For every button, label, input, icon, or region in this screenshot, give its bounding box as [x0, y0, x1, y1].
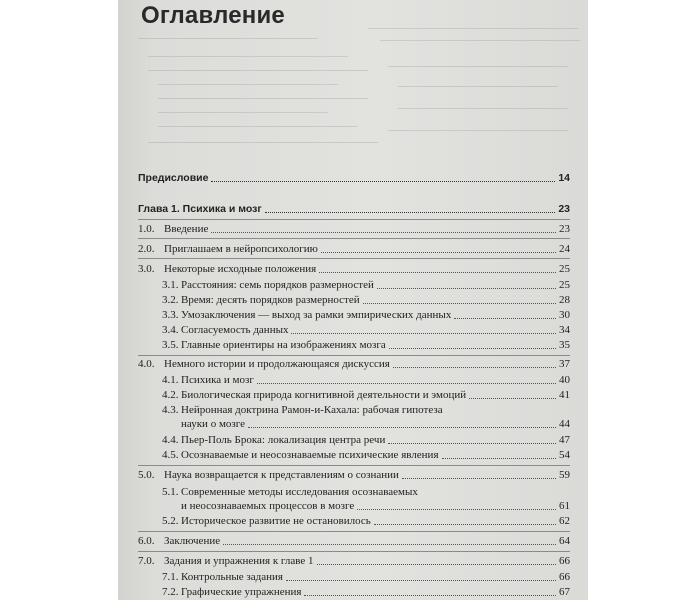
leader-dots: [363, 303, 556, 304]
leader-dots: [211, 181, 555, 182]
toc-entry-page: 28: [559, 294, 570, 306]
toc-entry-continuation: [162, 418, 570, 431]
toc-entry: [162, 374, 570, 387]
leader-dots: [454, 318, 556, 319]
divider: [138, 355, 570, 356]
toc-entry-page: 44: [559, 418, 570, 430]
toc-entry-page: 25: [559, 263, 570, 275]
toc-entry-title: Умозаключения — выход за рамки эмпирических данных: [181, 309, 452, 321]
leader-dots: [211, 232, 556, 233]
toc-entry-title: Расстояния: семь порядков размерностей: [181, 279, 374, 291]
divider: [138, 219, 570, 220]
toc-entry-page: 40: [559, 374, 570, 386]
page-title: Оглавление: [141, 2, 285, 29]
toc-entry-page: 54: [559, 449, 570, 461]
leader-dots: [393, 367, 556, 368]
toc-entry-number: 2.0.: [138, 243, 155, 255]
divider: [138, 465, 570, 466]
toc-entry-title: Контрольные задания: [181, 571, 283, 583]
toc-entry: [162, 324, 570, 337]
toc-entry-page: 67: [559, 586, 570, 598]
leader-dots: [374, 524, 556, 525]
toc-entry: [138, 243, 570, 256]
toc-entry-chapter-1: [138, 203, 570, 216]
leader-dots: [377, 288, 556, 289]
toc-entry: [162, 515, 570, 528]
toc-entry: [162, 449, 570, 462]
toc-entry: [162, 586, 570, 599]
toc-entry-number: 4.3.: [162, 404, 179, 416]
toc-entry: [162, 339, 570, 352]
toc-entry-page: 30: [559, 309, 570, 321]
toc-entry: [138, 263, 570, 276]
bleed-through-text: [118, 26, 588, 166]
toc-entry-number: 3.5.: [162, 339, 179, 351]
divider: [138, 258, 570, 259]
leader-dots: [257, 383, 556, 384]
toc-entry-number: 4.5.: [162, 449, 179, 461]
toc-entry-title: Современные методы исследования осознаваемых: [181, 486, 418, 498]
leader-dots: [402, 478, 556, 479]
divider: [138, 238, 570, 239]
toc-entry-number: 3.0.: [138, 263, 155, 275]
toc-entry-title: Историческое развитие не остановилось: [181, 515, 371, 527]
toc-entry-number: 4.2.: [162, 389, 179, 401]
toc-entry-title: Некоторые исходные положения: [164, 263, 317, 275]
leader-dots: [291, 333, 556, 334]
toc-entry: [162, 404, 570, 417]
toc-entry: [162, 434, 570, 447]
toc-entry-title: Немного истории и продолжающаяся дискуссия: [164, 358, 390, 370]
toc-entry-title: Осознаваемые и неосознаваемые психические явления: [181, 449, 439, 461]
leader-dots: [442, 458, 556, 459]
toc-entry-page: 23: [558, 203, 570, 215]
toc-entry-title: Психика и мозг: [181, 374, 254, 386]
toc-entry-title: Графические упражнения: [181, 586, 302, 598]
leader-dots: [388, 443, 556, 444]
toc-entry-page: 59: [559, 469, 570, 481]
toc-entry: [138, 555, 570, 568]
toc-entry-number: 4.1.: [162, 374, 179, 386]
toc-entry-number: 7.1.: [162, 571, 179, 583]
toc-entry: [162, 389, 570, 402]
toc-entry-title: Наука возвращается к представлениям о сознании: [164, 469, 399, 481]
toc-entry-number: 6.0.: [138, 535, 155, 547]
toc-entry-page: 62: [559, 515, 570, 527]
toc-entry-page: 24: [559, 243, 570, 255]
toc-entry-number: 3.4.: [162, 324, 179, 336]
leader-dots: [265, 212, 556, 213]
toc-entry-page: 23: [559, 223, 570, 235]
toc-entry-number: 3.3.: [162, 309, 179, 321]
toc-entry: [138, 535, 570, 548]
leader-dots: [317, 564, 557, 565]
toc-entry: [162, 571, 570, 584]
divider: [138, 531, 570, 532]
toc-entry-title: и неосознаваемых процессов в мозге: [181, 500, 355, 512]
toc-entry-title: Предисловие: [138, 172, 209, 184]
toc-entry-number: 5.1.: [162, 486, 179, 498]
toc-entry-page: 61: [559, 500, 570, 512]
toc-entry-continuation: [162, 500, 570, 513]
toc-entry-title: Пьер-Поль Брока: локализация центра речи: [181, 434, 386, 446]
toc-entry-page: 14: [558, 172, 570, 184]
toc-entry-title: Заключение: [164, 535, 221, 547]
toc-entry: [162, 309, 570, 322]
toc-entry-title: Нейронная доктрина Рамон-и-Кахала: рабочая гипотеза: [181, 404, 443, 416]
leader-dots: [286, 580, 556, 581]
toc-entry-number: 3.2.: [162, 294, 179, 306]
toc-entry-page: 35: [559, 339, 570, 351]
leader-dots: [223, 544, 556, 545]
leader-dots: [321, 252, 556, 253]
toc-entry-number: 7.0.: [138, 555, 155, 567]
toc-entry: [162, 294, 570, 307]
toc-entry-title: Главные ориентиры на изображениях мозга: [181, 339, 386, 351]
toc-entry-number: 5.0.: [138, 469, 155, 481]
toc-entry-title: Приглашаем в нейропсихологию: [164, 243, 318, 255]
leader-dots: [357, 509, 556, 510]
toc-entry-page: 34: [559, 324, 570, 336]
toc-entry: [162, 279, 570, 292]
toc-entry: [162, 486, 570, 499]
leader-dots: [319, 272, 556, 273]
toc-entry-number: 7.2.: [162, 586, 179, 598]
leader-dots: [248, 427, 556, 428]
toc-entry-title: Согласуемость данных: [181, 324, 289, 336]
leader-dots: [389, 348, 556, 349]
toc-entry-number: 3.1.: [162, 279, 179, 291]
book-page: [118, 0, 588, 600]
toc-entry-title: Введение: [164, 223, 209, 235]
toc-entry-page: 47: [559, 434, 570, 446]
toc-entry-number: 5.2.: [162, 515, 179, 527]
toc-entry-title: Биологическая природа когнитивной деятельности и эмоций: [181, 389, 467, 401]
toc-entry: [138, 469, 570, 482]
toc-entry: [138, 223, 570, 236]
toc-entry-number: 4.0.: [138, 358, 155, 370]
toc-entry-preface: [138, 172, 570, 185]
toc-entry-page: 25: [559, 279, 570, 291]
toc-entry-page: 66: [559, 555, 570, 567]
toc-entry-page: 64: [559, 535, 570, 547]
toc-entry-page: 37: [559, 358, 570, 370]
toc-entry: [138, 358, 570, 371]
toc-entry-title: науки о мозге: [181, 418, 245, 430]
toc-entry-number: 4.4.: [162, 434, 179, 446]
divider: [138, 551, 570, 552]
leader-dots: [304, 595, 556, 596]
leader-dots: [469, 398, 556, 399]
toc-entry-page: 66: [559, 571, 570, 583]
toc-entry-title: Глава 1. Психика и мозг: [138, 203, 262, 215]
toc-entry-title: Время: десять порядков размерностей: [181, 294, 360, 306]
toc-entry-number: 1.0.: [138, 223, 155, 235]
toc-entry-title: Задания и упражнения к главе 1: [164, 555, 314, 567]
toc-entry-page: 41: [559, 389, 570, 401]
